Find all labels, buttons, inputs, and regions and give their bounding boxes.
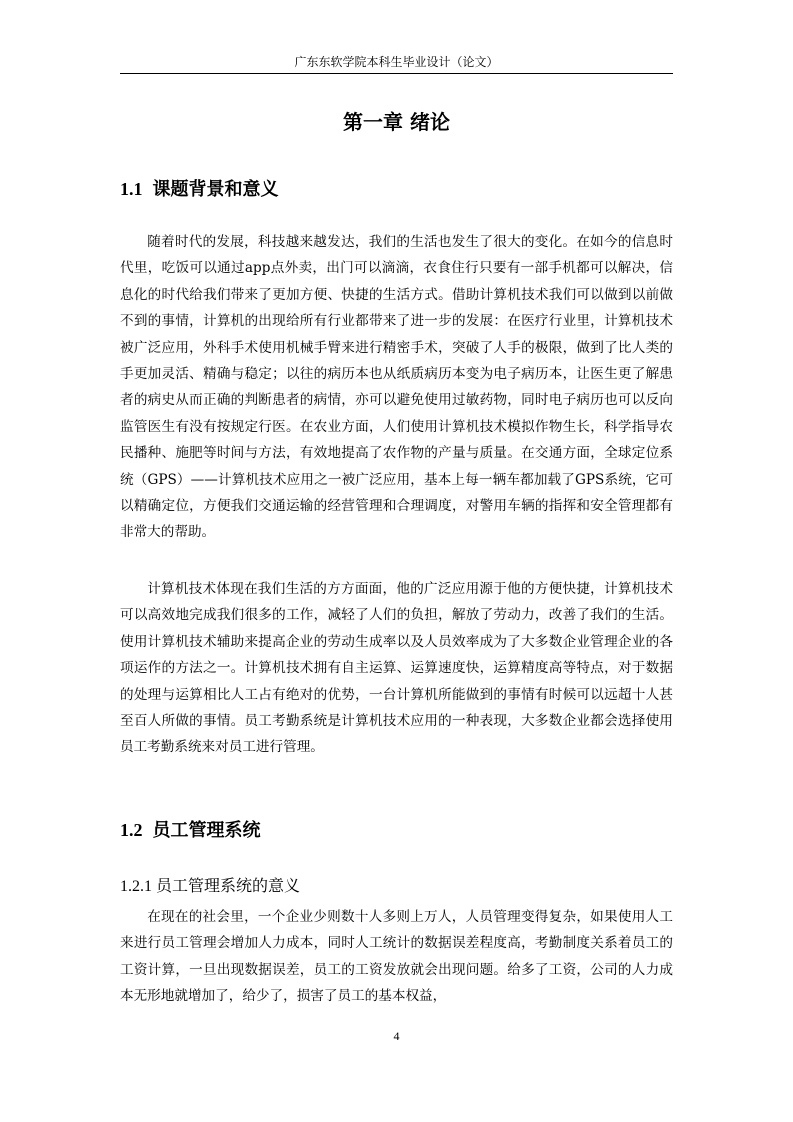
section-title: 员工管理系统	[152, 820, 261, 841]
section-heading-1-2	[120, 817, 680, 844]
chapter-title: 第一章 绪论	[343, 110, 450, 134]
running-header: 广东东软学院本科生毕业设计（论文）	[294, 55, 499, 69]
subsection-title: 员工管理系统的意义	[156, 876, 301, 895]
subsection-heading-1-2-1	[120, 874, 680, 899]
section-number: 1.1	[120, 179, 143, 199]
subsection-number: 1.2.1	[120, 878, 152, 895]
body-paragraph-2: 计算机技术体现在我们生活的方方面面，他的广泛应用源于他的方便快捷，计算机技术可以高效地完成我们很多的工作，减轻了人们的负担，解放了劳动力，改善了我们的生活。使用计算机技术辅助来提高企业的劳动生成率以及人员效率成为了大多数企业管理企业的各项运作的方法之一。计算机技术拥有自主运算、运算速度快，运算精度高等特点，对于数据的处理与运算相比人工占有绝对的优势，一台计算机所能做到的事情有时候可以远超十人甚至百人所做的事情。员工考勤系统是计算机技术应用的一种表现，大多数企业都会选择使用员工考勤系统来对员工进行管理。	[120, 581, 673, 756]
body-paragraph-3: 在现在的社会里，一个企业少则数十人多则上万人，人员管理变得复杂，如果使用人工来进行员工管理会增加人力成本，同时人工统计的数据误差程度高，考勤制度关系着员工的工资计算，一旦出现数据误差，员工的工资发放就会出现问题。给多了工资，公司的人力成本无形地就增加了，给少了，损害了员工的基本权益，	[120, 909, 673, 1005]
body-paragraph-1: 随着时代的发展，科技越来越发达，我们的生活也发生了很大的变化。在如今的信息时代里，吃饭可以通过app点外卖，出门可以滴滴，衣食住行只要有一部手机都可以解决，信息化的时代给我们带来了更加方便、快捷的生活方式。借助计算机技术我们可以做到以前做不到的事情，计算机的出现给所有行业都带来了进一步的发展：在医疗行业里，计算机技术被广泛应用，外科手术使用机械手臂来进行精密手术，突破了人手的极限，做到了比人类的手更加灵活、精确与稳定；以往的病历本也从纸质病历本变为电子病历本，让医生更了解患者的病史从而正确的判断患者的病情，亦可以避免使用过敏药物，同时电子病历也可以反向监管医生有没有按规定行医。在农业方面，人们使用计算机技术模拟作物生长，科学指导农民播种、施肥等时间与方法，有效地提高了农作物的产量与质量。在交通方面，全球定位系统（GPS）——计算机技术应用之一被广泛应用，基本上每一辆车都加载了GPS系统，它可以精确定位，方便我们交通运输的经营管理和合理调度，对警用车辆的指挥和安全管理都有非常大的帮助。	[120, 234, 673, 541]
section-number: 1.2	[120, 820, 143, 840]
section-heading-1-1	[120, 176, 680, 203]
section-title: 课题背景和意义	[152, 179, 279, 200]
page-number: 4	[393, 1029, 400, 1043]
header-divider	[120, 73, 673, 74]
